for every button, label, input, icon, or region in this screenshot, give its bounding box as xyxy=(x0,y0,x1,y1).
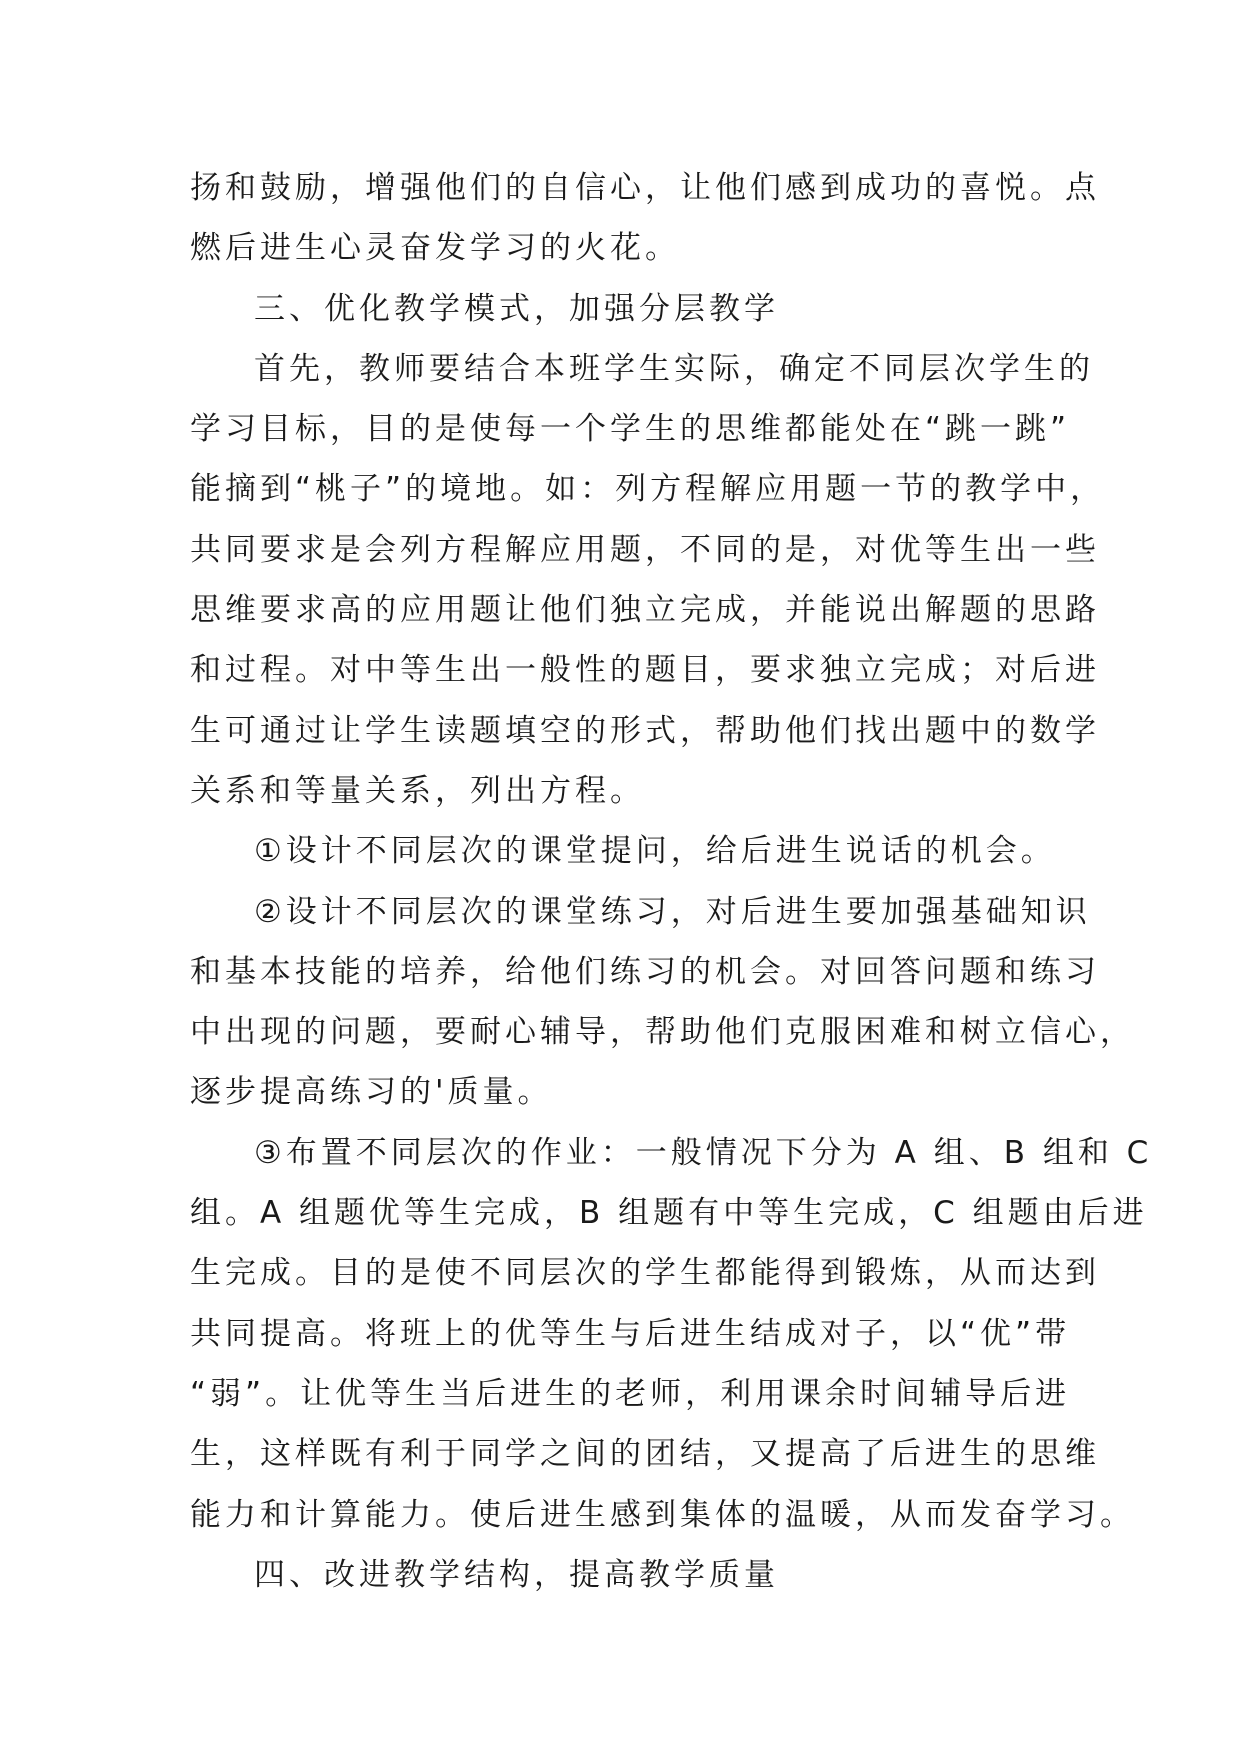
text-line: 能摘到“桃子”的境地。如：列方程解应用题一节的教学中， xyxy=(190,471,1106,508)
text-line: ②设计不同层次的课堂练习，对后进生要加强基础知识 xyxy=(254,893,1091,930)
text-line: “弱”。让优等生当后进生的老师，利用课余时间辅导后进 xyxy=(190,1375,1071,1412)
section-heading: 三、优化教学模式，加强分层教学 xyxy=(254,290,779,327)
text-line: 共同提高。将班上的优等生与后进生结成对子，以“优”带 xyxy=(190,1315,1071,1352)
text-line: 共同要求是会列方程解应用题，不同的是，对优等生出一些 xyxy=(190,531,1100,568)
text-line: 学习目标，目的是使每一个学生的思维都能处在“跳一跳” xyxy=(190,411,1071,448)
body-text xyxy=(190,158,1153,1605)
text-line: 中出现的问题，要耐心辅导，帮助他们克服困难和树立信心， xyxy=(190,1014,1135,1051)
section-heading: 四、改进教学结构，提高教学质量 xyxy=(254,1556,779,1593)
text-line: 组。A 组题优等生完成，B 组题有中等生完成，C 组题由后进 xyxy=(190,1195,1148,1232)
text-line: 能力和计算能力。使后进生感到集体的温暖，从而发奋学习。 xyxy=(190,1496,1135,1533)
text-line: 燃后进生心灵奋发学习的火花。 xyxy=(190,230,680,267)
text-line: 关系和等量关系，列出方程。 xyxy=(190,772,645,809)
text-line: ①设计不同层次的课堂提问，给后进生说话的机会。 xyxy=(254,833,1056,870)
text-line: 首先，教师要结合本班学生实际，确定不同层次学生的 xyxy=(254,350,1094,387)
text-line: 逐步提高练习的'质量。 xyxy=(190,1074,553,1111)
text-line: 和过程。对中等生出一般性的题目，要求独立完成；对后进 xyxy=(190,652,1100,689)
text-line: 生，这样既有利于同学之间的团结，又提高了后进生的思维 xyxy=(190,1436,1100,1473)
text-line: 和基本技能的培养，给他们练习的机会。对回答问题和练习 xyxy=(190,953,1100,990)
text-line: 扬和鼓励，增强他们的自信心，让他们感到成功的喜悦。点 xyxy=(190,170,1100,206)
text-line: 思维要求高的应用题让他们独立完成，并能说出解题的思路 xyxy=(190,592,1100,629)
text-line: 生完成。目的是使不同层次的学生都能得到锻炼，从而达到 xyxy=(190,1255,1100,1292)
text-line: 生可通过让学生读题填空的形式，帮助他们找出题中的数学 xyxy=(190,712,1100,749)
text-line: ③布置不同层次的作业：一般情况下分为 A 组、B 组和 C xyxy=(254,1134,1153,1171)
